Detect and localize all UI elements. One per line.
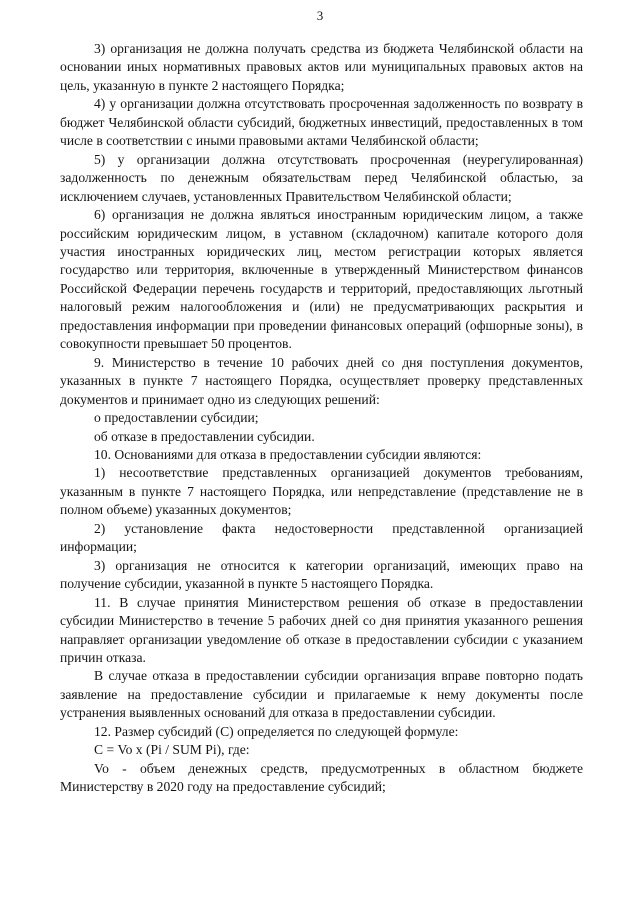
document-body bbox=[60, 40, 583, 797]
paragraph-formula: С = Vo x (Pi / SUM Pi), где: bbox=[94, 742, 250, 758]
paragraph-decision-grant: о предоставлении субсидии; bbox=[94, 410, 259, 426]
paragraph-condition-5: 5) у организации должна отсутствовать просроченная (неурегулированная) задолженность по денежным обязательствам перед Челябинской областью, за исключением случаев, установленных Правительством Челябинской области; bbox=[60, 151, 583, 204]
paragraph-clause-12: 12. Размер субсидий (С) определяется по следующей формуле: bbox=[94, 723, 459, 739]
paragraph-resubmission: В случае отказа в предоставлении субсидии организация вправе повторно подать заявление на предоставление субсидии и прилагаемые к нему документы после устранения выявленных оснований для отказа в предоставлении субсидии. bbox=[60, 668, 583, 721]
paragraph-refusal-ground-1: 1) несоответствие представленных организацией документов требованиям, указанным в пункте 7 настоящего Порядка, или непредставление (представление не в полном объеме) указанных документов; bbox=[60, 465, 583, 518]
paragraph-clause-11: 11. В случае принятия Министерством решения об отказе в предоставлении субсидии Министерство в течение 5 рабочих дней со дня принятия указанного решения направляет организации уведомление об отказе в предоставлении субсидии с указанием причин отказа. bbox=[60, 594, 583, 665]
paragraph-condition-4: 4) у организации должна отсутствовать просроченная задолженность по возврату в бюджет Челябинской области субсидий, бюджетных инвестиций, предоставленных в том числе в соответствии с иными правовыми актами Челябинской области; bbox=[60, 96, 583, 149]
paragraph-clause-9: 9. Министерство в течение 10 рабочих дней со дня поступления документов, указанных в пункте 7 настоящего Порядка, осуществляет проверку представленных документов и принимает одно из следующих решений: bbox=[60, 354, 583, 407]
paragraph-clause-10: 10. Основаниями для отказа в предоставлении субсидии являются: bbox=[94, 446, 482, 462]
paragraph-vo-definition: Vo - объем денежных средств, предусмотренных в областном бюджете Министерству в 2020 году на предоставление субсидий; bbox=[60, 760, 583, 795]
paragraph-refusal-ground-2: 2) установление факта недостоверности представленной организацией информации; bbox=[60, 520, 583, 555]
paragraph-refusal-ground-3: 3) организация не относится к категории организаций, имеющих право на получение субсидии, указанной в пункте 5 настоящего Порядка. bbox=[60, 557, 583, 592]
paragraph-decision-refuse: об отказе в предоставлении субсидии. bbox=[94, 428, 315, 444]
page-number: 3 bbox=[316, 8, 324, 23]
paragraph-condition-3: 3) организация не должна получать средства из бюджета Челябинской области на основании иных нормативных правовых актов или муниципальных правовых актов на цель, указанную в пункте 2 настоящего Порядка; bbox=[60, 41, 583, 93]
paragraph-condition-6: 6) организация не должна являться иностранным юридическим лицом, а также российским юридическим лицом, в уставном (складочном) капитале которого доля участия иностранных юридических лиц, местом регистрации которых является государство или территория, включенные в утвержденный Министерством финансов Российской Федерации перечень государств и территорий, предоставляющих льготный налоговый режим налогообложения и (или) не предусматривающих раскрытия и предоставления информации при проведении финансовых операций (офшорные зоны), в совокупности превышает 50 процентов. bbox=[60, 207, 583, 352]
